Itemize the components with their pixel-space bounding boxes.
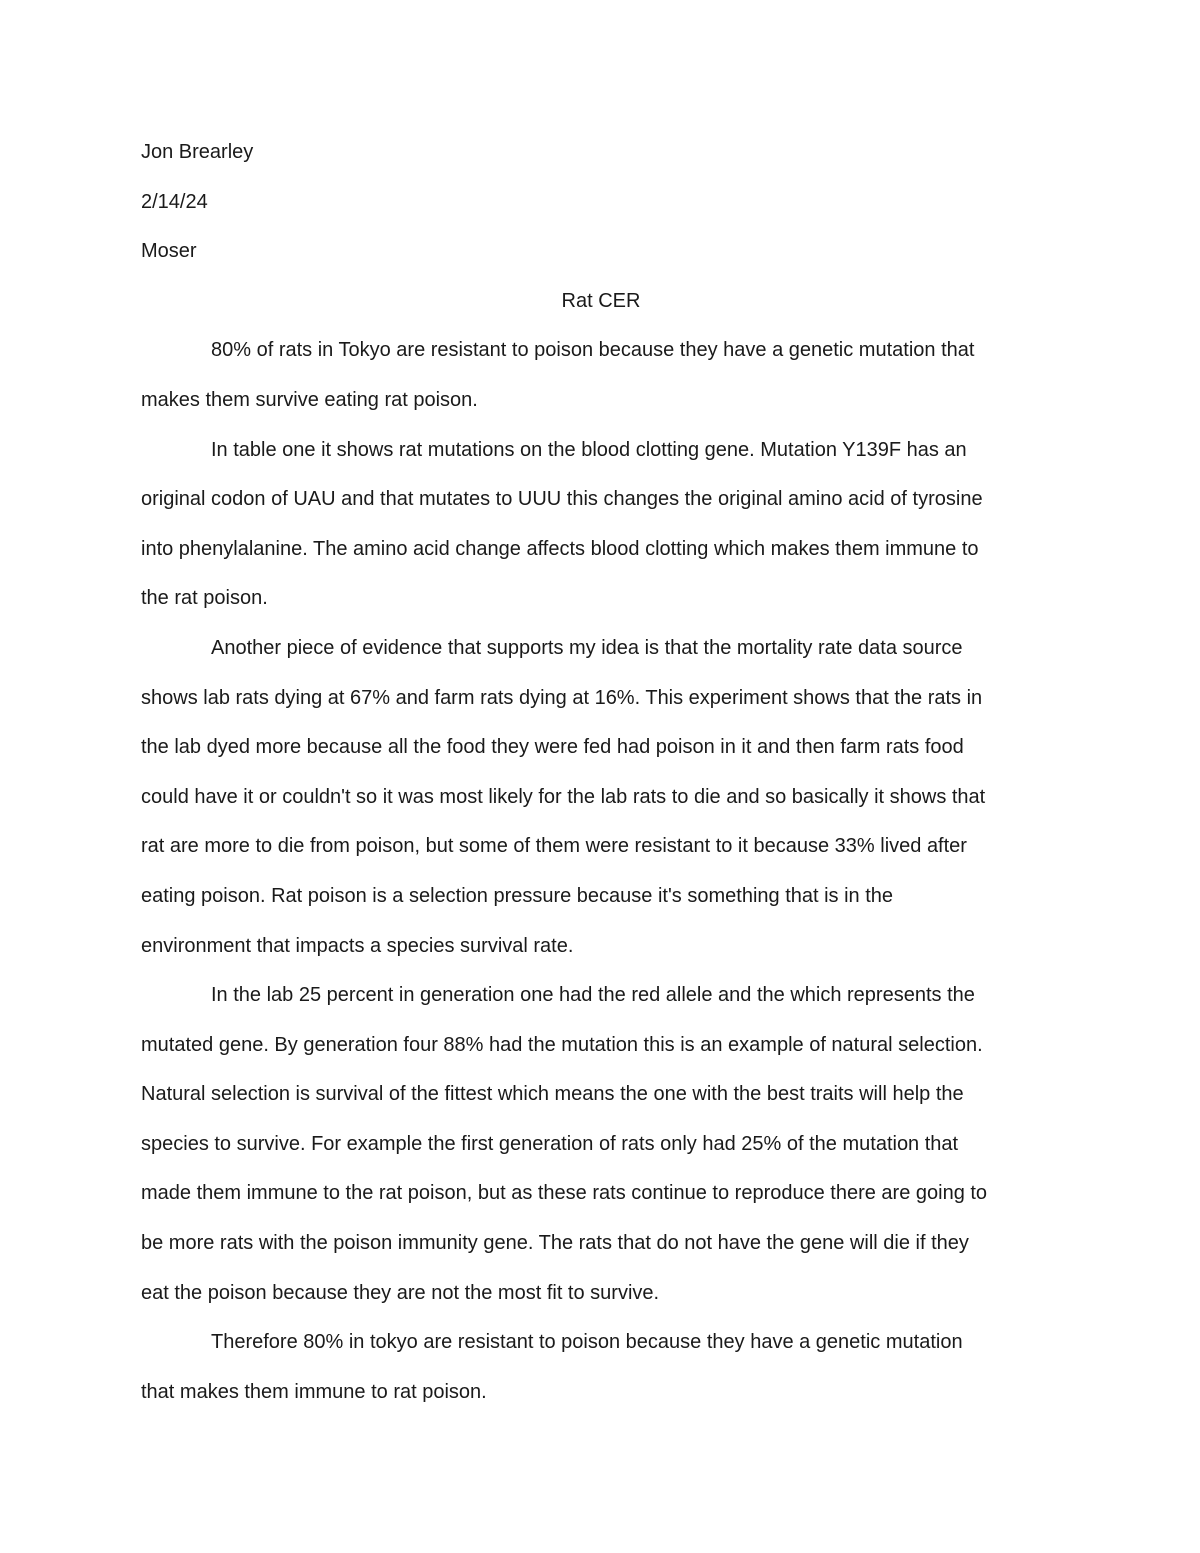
paragraph-line: be more rats with the poison immunity gene. The rats that do not have the gene will die if they <box>141 1232 969 1255</box>
author-name: Jon Brearley <box>141 141 254 163</box>
paragraph-line: In the lab 25 percent in generation one had the red allele and the which represents the <box>211 984 975 1007</box>
paragraph-line: made them immune to the rat poison, but as these rats continue to reproduce there are going to <box>141 1182 988 1205</box>
document-title: Rat CER <box>561 289 641 312</box>
paragraph-line: eat the poison because they are not the most fit to survive. <box>141 1281 660 1304</box>
paragraph-line: In table one it shows rat mutations on the blood clotting gene. Mutation Y139F has an <box>211 438 967 461</box>
teacher-name: Moser <box>141 240 197 263</box>
paragraph-line: into phenylalanine. The amino acid change affects blood clotting which makes them immune to <box>141 537 979 560</box>
paragraph-line: Natural selection is survival of the fittest which means the one with the best traits will help the <box>141 1083 964 1106</box>
paragraph-line: mutated gene. By generation four 88% had the mutation this is an example of natural selection. <box>141 1033 983 1056</box>
paragraph-claim <box>141 326 1061 425</box>
paragraph-line: Therefore 80% in tokyo are resistant to poison because they have a genetic mutation <box>211 1331 963 1354</box>
paragraph-line: the lab dyed more because all the food they were fed had poison in it and then farm rats food <box>141 736 964 759</box>
paragraph-conclusion <box>141 1318 1061 1417</box>
paragraph-evidence-2 <box>141 624 1061 971</box>
paragraph-line: could have it or couldn't so it was most likely for the lab rats to die and so basically it shows that <box>141 785 986 808</box>
paragraph-line: the rat poison. <box>141 587 268 610</box>
paragraph-line: shows lab rats dying at 67% and farm rats dying at 16%. This experiment shows that the rats in <box>141 686 983 709</box>
paragraph-line: species to survive. For example the first generation of rats only had 25% of the mutation that <box>141 1132 959 1155</box>
paragraph-evidence-3 <box>141 971 1061 1318</box>
paragraph-line: that makes them immune to rat poison. <box>141 1380 487 1403</box>
paragraph-line: original codon of UAU and that mutates to UUU this changes the original amino acid of tyrosine <box>141 488 983 511</box>
paragraph-evidence-1 <box>141 426 1061 624</box>
paragraph-line: Another piece of evidence that supports my idea is that the mortality rate data source <box>211 636 963 659</box>
document-date: 2/14/24 <box>141 190 208 213</box>
paragraph-line: eating poison. Rat poison is a selection pressure because it's something that is in the <box>141 884 894 907</box>
document-body <box>141 128 1061 1417</box>
paragraph-line: environment that impacts a species survival rate. <box>141 934 574 957</box>
paragraph-line: rat are more to die from poison, but some of them were resistant to it because 33% lived after <box>141 835 967 858</box>
paragraph-line: 80% of rats in Tokyo are resistant to poison because they have a genetic mutation that <box>211 339 975 362</box>
paragraph-line: makes them survive eating rat poison. <box>141 388 478 411</box>
